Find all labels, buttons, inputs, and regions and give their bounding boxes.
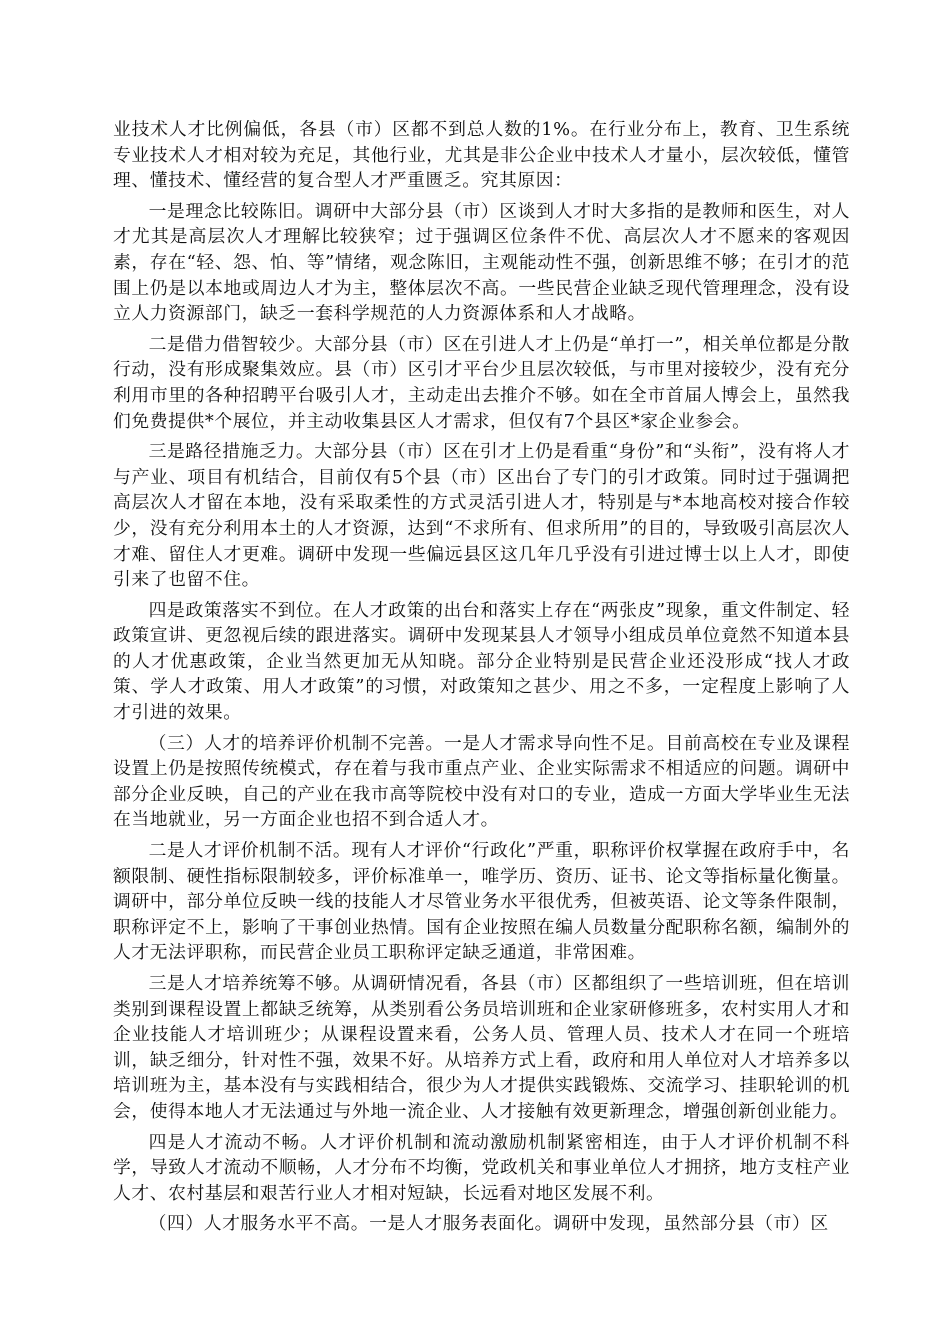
paragraph-evaluation-mechanism: 二是人才评价机制不活。现有人才评价“行政化”严重，职称评价权掌握在政府手中，名额限制、硬性指标限制较多，评价标准单一，唯学历、资历、证书、论文等指标量化衡量。调研中，部分单位反映一线的技能人才尽管业务水平很优秀，但被英语、论文等条件限制，职称评定不上，影响了干事创业热情。国有企业按照在编人员数量分配职称名额，编制外的人才无法评职称，而民营企业员工职称评定缺乏通道，非常困难。 [113,840,850,964]
paragraph-continuation: 业技术人才比例偏低，各县（市）区都不到总人数的1%。在行业分布上，教育、卫生系统专业技术人才相对较为充足，其他行业，尤其是非公企业中技术人才量小，层次较低，懂管理、懂技术、懂经营的复合型人才严重匮乏。究其原因： [113,119,850,192]
paragraph-concept-outdated: 一是理念比较陈旧。调研中大部分县（市）区谈到人才时大多指的是教师和医生，对人才尤其是高层次人才理解比较狭窄；过于强调区位条件不优、高层次人才不愿来的客观因素，存在“轻、怨、怕、等”情绪，观念陈旧，主观能动性不强，创新思维不够；在引才的范围上仍是以本地或周边人才为主，整体层次不高。一些民营企业缺乏现代管理理念，没有设立人力资源部门，缺乏一套科学规范的人力资源体系和人才战略。 [113,200,850,325]
paragraph-talent-mobility: 四是人才流动不畅。人才评价机制和流动激励机制紧密相连，由于人才评价机制不科学，导致人才流动不顺畅，人才分布不均衡，党政机关和事业单位人才拥挤，地方支柱产业人才、农村基层和艰苦行业人才相对短缺，长远看对地区发展不利。 [113,1131,850,1204]
paragraph-section-four: （四）人才服务水平不高。一是人才服务表面化。调研中发现，虽然部分县（市）区 [148,1213,829,1235]
paragraph-training-coordination: 三是人才培养统筹不够。从调研情况看，各县（市）区都组织了一些培训班，但在培训类别到课程设置上都缺乏统筹，从类别看公务员培训班和企业家研修班多，农村实用人才和企业技能人才培训班少；从课程设置来看，公务人员、管理人员、技术人才在同一个班培训，缺乏细分，针对性不强，效果不好。从培养方式上看，政府和用人单位对人才培养多以培训班为主，基本没有与实践相结合，很少为人才提供实践锻炼、交流学习、挂职轮训的机会，使得本地人才无法通过与外地一流企业、人才接触有效更新理念，增强创新创业能力。 [113,973,850,1122]
paragraph-weak-measures: 三是路径措施乏力。大部分县（市）区在引才上仍是看重“身份”和“头衔”，没有将人才与产业、项目有机结合，目前仅有5个县（市）区出台了专门的引才政策。同时过于强调把高层次人才留在本地，没有采取柔性的方式灵活引进人才，特别是与*本地高校对接合作较少，没有充分利用本土的人才资源，达到“不求所有、但求所用”的目的，导致吸引高层次人才难、留住人才更难。调研中发现一些偏远县区这几年几乎没有引进过博士以上人才，即使引来了也留不住。 [113,441,850,591]
paragraph-policy-implementation: 四是政策落实不到位。在人才政策的出台和落实上存在“两张皮”现象，重文件制定、轻政策宣讲、更忽视后续的跟进落实。调研中发现某县人才领导小组成员单位竟然不知道本县的人才优惠政策，企业当然更加无从知晓。部分企业特别是民营企业还没形成“找人才政策、学人才政策、用人才政策”的习惯，对政策知之甚少、用之不多，一定程度上影响了人才引进的效果。 [113,599,850,724]
paragraph-section-three: （三）人才的培养评价机制不完善。一是人才需求导向性不足。目前高校在专业及课程设置上仍是按照传统模式，存在着与我市重点产业、企业实际需求不相适应的问题。调研中部分企业反映，自己的产业在我市高等院校中没有对口的专业，造成一方面大学毕业生无法在当地就业，另一方面企业也招不到合适人才。 [113,732,850,831]
document-body [113,117,850,1242]
paragraph-little-leverage: 二是借力借智较少。大部分县（市）区在引进人才上仍是“单打一”，相关单位都是分散行动，没有形成聚集效应。县（市）区引才平台少且层次较低，与市里对接较少，没有充分利用市里的各种招聘平台吸引人才，主动走出去推介不够。如在全市首届人博会上，虽然我们免费提供*个展位，并主动收集县区人才需求，但仅有7个县区*家企业参会。 [113,333,850,432]
